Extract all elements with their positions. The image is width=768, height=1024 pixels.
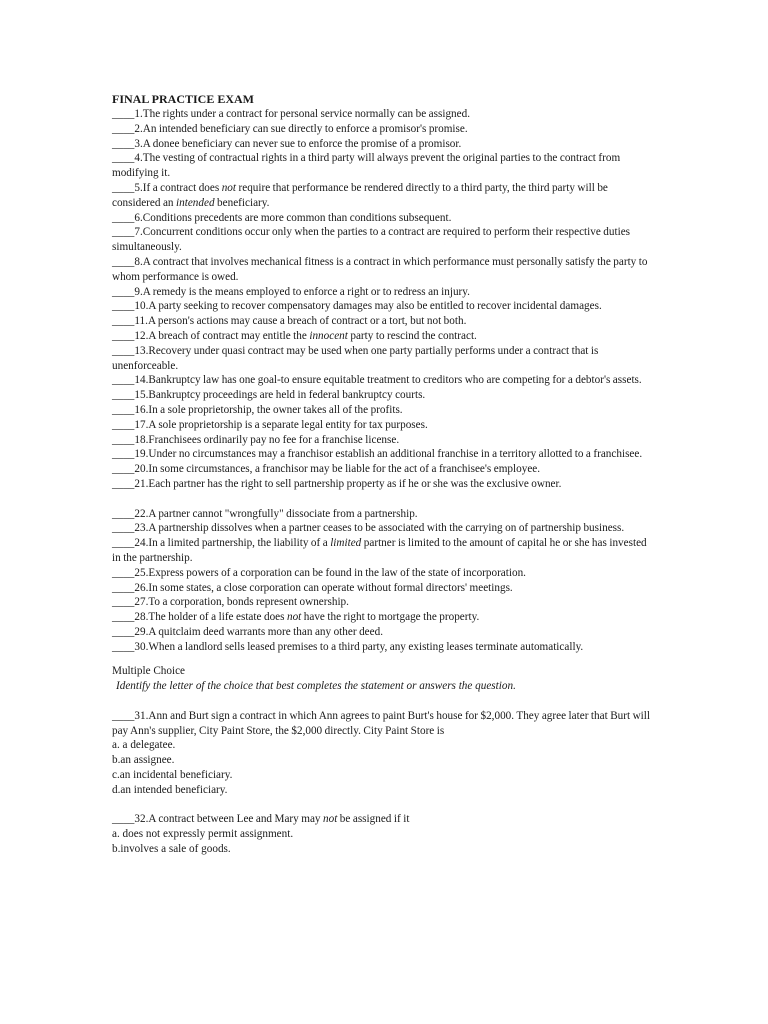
mc-option-32-b: b.involves a sale of goods. [112,843,231,856]
mc-option-31-c: c.an incidental beneficiary. [112,769,233,782]
tf-question-8: ____8.A contract that involves mechanical fitness is a contract in which performance must personally satisfy the party to whom performance is owed. [112,255,648,283]
tf-question-20: ____20.In some circumstances, a franchisor may be liable for the act of a franchisee's employee. [112,463,541,476]
tf-question-2: ____2.An intended beneficiary can sue directly to enforce a promisor's promise. [112,122,468,135]
tf-question-7: ____7.Concurrent conditions occur only when the parties to a contract are required to perform their respective duties simultaneously. [112,226,631,254]
tf-question-4: ____4.The vesting of contractual rights in a third party will always prevent the original parties to the contract from modifying it. [112,152,621,180]
mc-option-31-b: b.an assignee. [112,754,175,767]
spacer [112,694,657,709]
tf-question-17: ____17.A sole proprietorship is a separate legal entity for tax purposes. [112,418,428,431]
tf-question-12: ____12.A breach of contract may entitle the innocent party to rescind the contract. [112,329,477,342]
tf-question-18: ____18.Franchisees ordinarily pay no fee for a franchise license. [112,433,400,446]
tf-question-25: ____25.Express powers of a corporation can be found in the law of the state of incorporation. [112,566,526,579]
tf-question-30: ____30.When a landlord sells leased premises to a third party, any existing leases terminate automatically. [112,640,584,653]
spacer [112,798,657,813]
tf-question-14: ____14.Bankruptcy law has one goal-to ensure equitable treatment to creditors who are competing for a debtor's assets. [112,374,642,387]
tf-question-1: ____1.The rights under a contract for personal service normally can be assigned. [112,108,470,120]
tf-question-5: ____5.If a contract does not require that performance be rendered directly to a third party, the third party will be considered an intended beneficiary. [112,181,608,209]
tf-question-15: ____15.Bankruptcy proceedings are held in federal bankruptcy courts. [112,389,426,402]
tf-question-29: ____29.A quitclaim deed warrants more than any other deed. [112,625,383,638]
tf-question-13: ____13.Recovery under quasi contract may be used when one party partially performs under a contract that is unenforceable. [112,344,599,372]
tf-question-24: ____24.In a limited partnership, the liability of a limited partner is limited to the amount of capital he or she has invested in the partnership. [112,537,647,564]
mc-question-32: ____32.A contract between Lee and Mary may not be assigned if it [112,813,410,826]
mc-question-31: ____31.Ann and Burt sign a contract in which Ann agrees to paint Burt's house for $2,000. They agree later that Burt will pay Ann's supplier, City Paint Store, the $2,000 directly. City Paint Store is [112,709,650,737]
tf-question-10: ____10.A party seeking to recover compensatory damages may also be entitled to recover incidental damages. [112,300,602,313]
mc-option-31-d: d.an intended beneficiary. [112,783,228,796]
tf-question-27: ____27.To a corporation, bonds represent ownership. [112,596,349,609]
tf-question-21: ____21.Each partner has the right to sell partnership property as if he or she was the exclusive owner. [112,477,562,490]
multiple-choice-instruction: Identify the letter of the choice that best completes the statement or answers the question. [116,680,516,693]
tf-question-28: ____28.The holder of a life estate does not have the right to mortgage the property. [112,611,480,624]
tf-question-26: ____26.In some states, a close corporation can operate without formal directors' meetings. [112,581,513,594]
mc-option-31-a: a. a delegatee. [112,739,176,752]
tf-question-6: ____6.Conditions precedents are more common than conditions subsequent. [112,211,452,224]
tf-question-19: ____19.Under no circumstances may a franchisor establish an additional franchise in a territory allotted to a franchisee. [112,448,643,461]
tf-question-9: ____9.A remedy is the means employed to enforce a right or to redress an injury. [112,285,470,298]
tf-question-23: ____23.A partnership dissolves when a partner ceases to be associated with the carrying on of partnership business. [112,522,625,535]
tf-question-3: ____3.A donee beneficiary can never sue to enforce the promise of a promisor. [112,137,462,150]
mc-option-32-a: a. does not expressly permit assignment. [112,828,294,841]
tf-question-11: ____11.A person's actions may cause a breach of contract or a tort, but not both. [112,315,467,328]
exam-title: FINAL PRACTICE EXAM [112,92,255,106]
spacer [112,492,657,507]
exam-document [112,92,657,857]
multiple-choice-heading: Multiple Choice [112,665,186,678]
tf-question-22: ____22.A partner cannot "wrongfully" dissociate from a partnership. [112,507,418,520]
tf-question-16: ____16.In a sole proprietorship, the owner takes all of the profits. [112,403,403,416]
